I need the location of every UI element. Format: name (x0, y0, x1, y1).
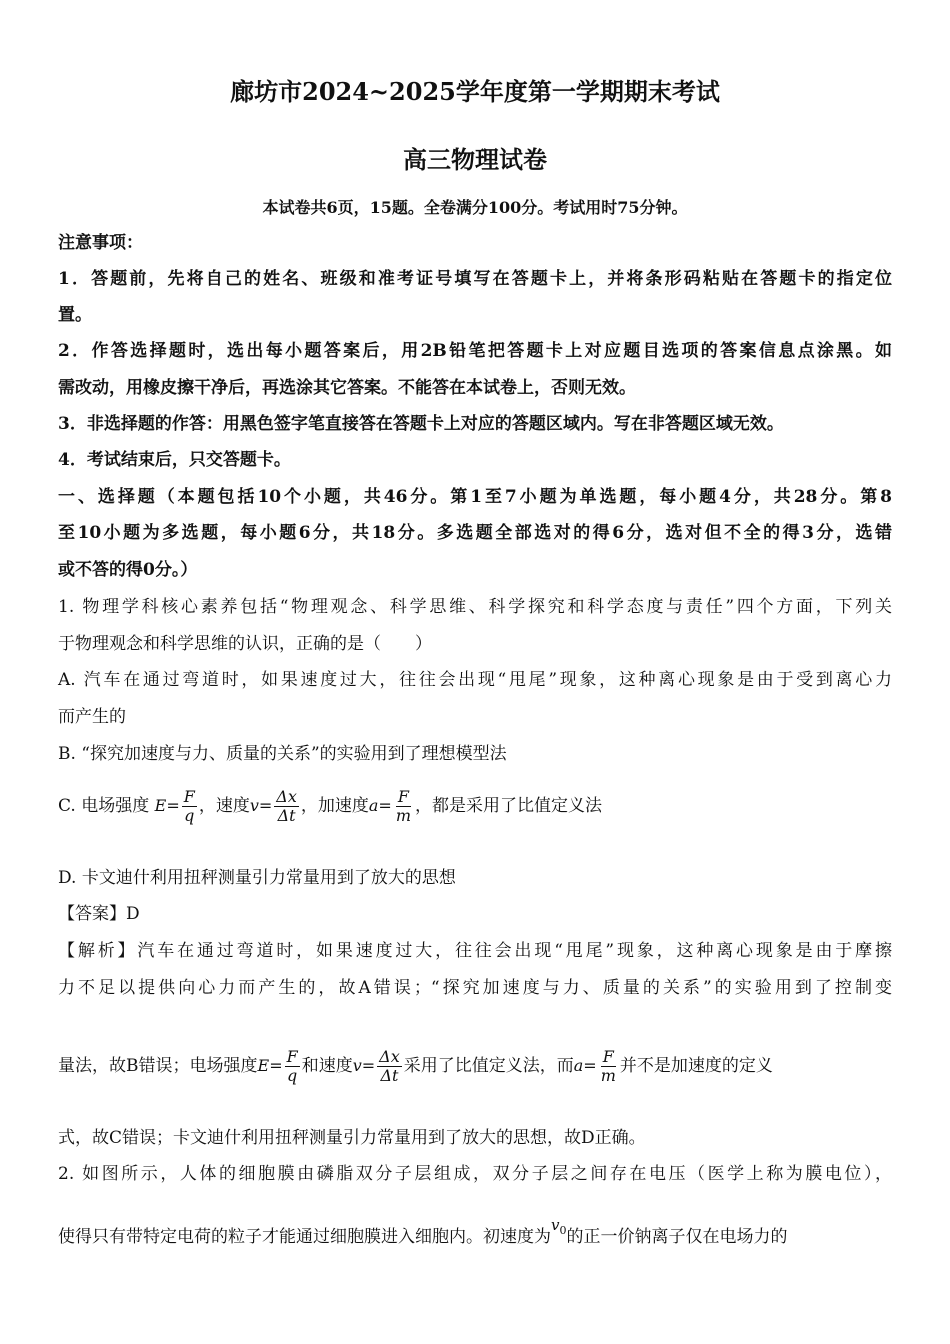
q2-stem: 2. 如图所示，人体的细胞膜由磷脂双分子层组成，双分子层之间存在电压（医学上称为膜电位）， (58, 1164, 892, 1184)
fraction-f-over-q: $\frac{F}{q}$ (183, 787, 195, 825)
formula-v0: $v_0$ (551, 1216, 567, 1237)
notice-item-4: 4．考试结束后，只交答题卡。 (58, 450, 291, 470)
q1-explanation-end: 式，故C错误；卡文迪什利用扭秤测量引力常量用到了放大的思想，故D正确。 (58, 1128, 646, 1148)
notice-item-1-cont: 置。 (58, 305, 92, 325)
section-heading-end: 或不答的得0分。） (58, 560, 198, 580)
q1-stem: 1. 物理学科核心素养包括“物理观念、科学思维、科学探究和科学态度与责任”四个方面，下列关 (58, 597, 892, 617)
notice-item-1: 1．答题前，先将自己的姓名、班级和准考证号填写在答题卡上，并将条形码粘贴在答题卡的指定位 (58, 269, 892, 289)
fraction-f-over-m: $\frac{F}{m}$ (395, 787, 411, 825)
q1-stem-cont: 于物理观念和科学思维的认识，正确的是（ ） (58, 634, 432, 654)
q1-answer: 【答案】D (58, 904, 140, 924)
notice-heading: 注意事项： (58, 233, 143, 253)
notice-item-2: 2．作答选择题时，选出每小题答案后，用2B铅笔把答题卡上对应题目选项的答案信息点涂黑。如 (58, 341, 892, 361)
exam-info: 本试卷共6页，15题。全卷满分100分。考试用时75分钟。 (262, 198, 688, 217)
q1-option-c: C. 电场强度 E= $\frac{F}{q}$ ，速度v= $\frac{\Delta x}{\Delta t}$ ，加速度a= $\frac{F}{m}$ ，都是采用了比值定义法 (58, 787, 602, 825)
exam-subtitle: 高三物理试卷 (403, 145, 547, 174)
q1-explanation-formula-line: 量法，故B错误；电场强度E= $\frac{F}{q}$ 和速度v= $\frac{\Delta x}{\Delta t}$ 采用了比值定义法，而a= $\frac{F}{m}$ 并不是加速度的定义 (58, 1047, 773, 1085)
exam-title: 廊坊市2024~2025学年度第一学期期末考试 (230, 77, 720, 106)
q1-explanation-cont: 力不足以提供向心力而产生的，故A错误；“探究加速度与力、质量的关系”的实验用到了控制变 (58, 978, 892, 998)
notice-item-3: 3．非选择题的作答：用黑色签字笔直接答在答题卡上对应的答题区域内。写在非答题区域无效。 (58, 414, 784, 434)
notice-item-2-cont: 需改动，用橡皮擦干净后，再选涂其它答案。不能答在本试卷上，否则无效。 (58, 378, 636, 398)
q1-explanation: 【解析】汽车在通过弯道时，如果速度过大，往往会出现“甩尾”现象，这种离心现象是由于摩擦 (58, 941, 892, 961)
fraction-f-over-m-2: $\frac{F}{m}$ (600, 1047, 616, 1085)
fraction-dx-over-dt: $\frac{\Delta x}{\Delta t}$ (276, 787, 297, 825)
formula-e: E (154, 796, 167, 815)
section-heading: 一、选择题（本题包括10个小题，共46分。第1至7小题为单选题，每小题4分，共28分。第8 (58, 487, 892, 507)
q2-stem-cont: 使得只有带特定电荷的粒子才能通过细胞膜进入细胞内。初速度为$v_0$的正一价钠离子仅在电场力的 (58, 1216, 788, 1247)
fraction-dx-over-dt-2: $\frac{\Delta x}{\Delta t}$ (379, 1047, 400, 1085)
q1-option-b: B. “探究加速度与力、质量的关系”的实验用到了理想模型法 (58, 744, 507, 764)
section-heading-cont: 至10小题为多选题，每小题6分，共18分。多选题全部选对的得6分，选对但不全的得3分，选错 (58, 523, 892, 543)
q1-option-d: D. 卡文迪什利用扭秤测量引力常量用到了放大的思想 (58, 868, 456, 888)
fraction-f-over-q-2: $\frac{F}{q}$ (286, 1047, 298, 1085)
q1-option-a: A. 汽车在通过弯道时，如果速度过大，往往会出现“甩尾”现象，这种离心现象是由于受到离心力 (58, 670, 892, 690)
q1-option-a-cont: 而产生的 (58, 707, 126, 727)
